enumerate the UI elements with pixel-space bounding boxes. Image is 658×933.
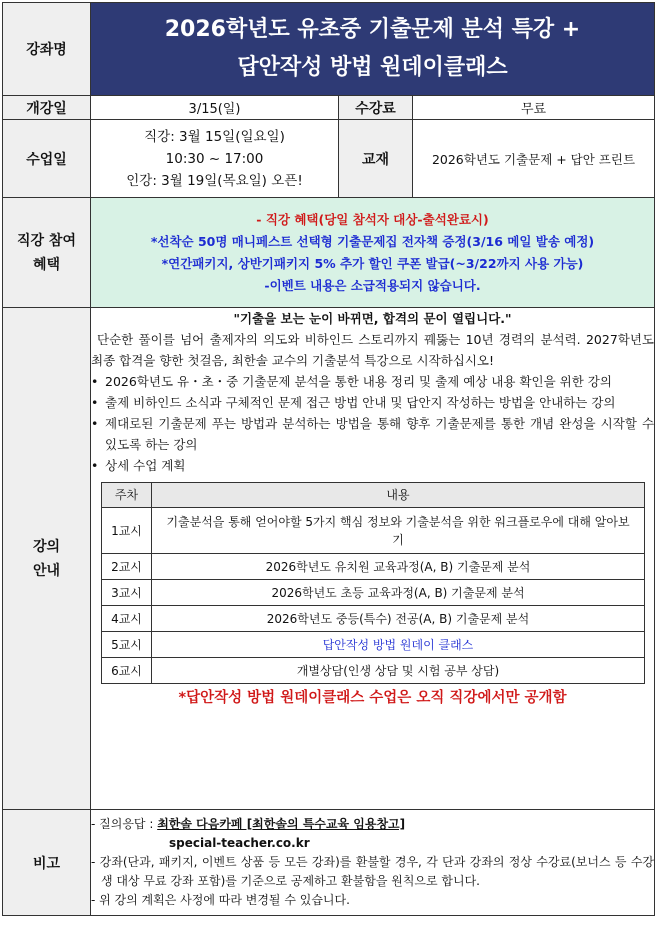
class-date-label: 수업일 [3, 120, 91, 198]
direct-only-notice: *답안작성 방법 원데이클래스 수업은 오직 직강에서만 공개함 [178, 690, 567, 706]
course-info-table [2, 2, 655, 916]
open-date-label: 개강일 [3, 96, 91, 120]
schedule-row-content: 기출분석을 통해 얻어야할 5가지 핵심 정보와 기출분석을 위한 워크플로우에 대해 알아보기 [152, 508, 645, 554]
material-label: 교재 [339, 120, 413, 198]
schedule-row-content: 답안작성 방법 원데이 클래스 [152, 632, 645, 658]
qa-cafe-link[interactable]: 최한솔 다음카페 [최한솔의 특수교육 임용창고] [157, 817, 406, 831]
benefit-content [91, 198, 655, 308]
benefit-label-line1: 직강 참여 [17, 232, 76, 249]
class-date-value [91, 120, 339, 198]
course-title [91, 3, 655, 96]
guide-bullet: • 제대로된 기출문제 푸는 방법과 분석하는 방법을 통해 향후 기출문제를 통한 개념 완성을 시작할 수 있도록 하는 강의 [91, 416, 655, 452]
class-date-line3: 인강: 3월 19일(목요일) 오픈! [126, 172, 303, 189]
schedule-row-period: 1교시 [102, 508, 152, 554]
class-date-line1: 직강: 3월 15일(일요일) [144, 128, 285, 145]
guide-label [3, 308, 91, 810]
fee-label: 수강료 [339, 96, 413, 120]
course-title-line1: 2026학년도 유초중 기출문제 분석 특강 + [164, 17, 581, 42]
qa-url[interactable]: special-teacher.co.kr [169, 836, 310, 850]
refund-policy: - 강좌(단과, 패키지, 이벤트 상품 등 모든 강좌)를 환불할 경우, 각 단과 강좌의 정상 수강료(보너스 등 수강생 대상 무료 강좌 포함)를 기준으로 공제하고 환불함을 원칙으로 합니다. [91, 855, 655, 888]
guide-label-line2: 안내 [32, 562, 61, 579]
benefit-line3: *연간패키지, 상반기패키지 5% 추가 할인 쿠폰 발급(~3/22까지 사용 가능) [161, 255, 584, 271]
schedule-row-period: 3교시 [102, 580, 152, 606]
class-date-line2: 10:30 ~ 17:00 [165, 150, 264, 167]
schedule-row-content: 2026학년도 유치원 교육과정(A, B) 기출문제 분석 [152, 554, 645, 580]
guide-content [91, 308, 655, 810]
guide-label-line1: 강의 [32, 538, 61, 555]
benefit-line2: *선착순 50명 매니페스트 선택형 기출문제집 전자책 증정(3/16 메일 발송 예정) [150, 233, 595, 249]
schedule-row-period: 5교시 [102, 632, 152, 658]
schedule-header-period: 주차 [102, 483, 152, 508]
guide-quote: "기출을 보는 눈이 바뀌면, 합격의 문이 열립니다." [233, 311, 512, 326]
guide-bullet-list [91, 371, 654, 476]
course-info-sheet [2, 2, 654, 916]
guide-bullet: • 출제 비하인드 소식과 구체적인 문제 접근 방법 안내 및 답안지 작성하는 방법을 안내하는 강의 [91, 395, 616, 410]
schedule-row-content: 개별상담(인생 상담 및 시험 공부 상담) [152, 658, 645, 684]
schedule-row-content: 2026학년도 초등 교육과정(A, B) 기출문제 분석 [152, 580, 645, 606]
schedule-row-content: 2026학년도 중등(특수) 전공(A, B) 기출문제 분석 [152, 606, 645, 632]
schedule-row-period: 6교시 [102, 658, 152, 684]
open-date-value: 3/15(일) [91, 96, 339, 120]
schedule-row-period: 4교시 [102, 606, 152, 632]
benefit-line4: -이벤트 내용은 소급적용되지 않습니다. [264, 277, 481, 293]
qa-prefix: - 질의응답 : [91, 817, 158, 831]
guide-bullet: • 상세 수업 계획 [91, 458, 186, 473]
schedule-table [101, 482, 645, 684]
remarks-label: 비고 [3, 810, 91, 916]
guide-bullet: • 2026학년도 유・초・중 기출문제 분석을 통한 내용 정리 및 출제 예상 내용 확인을 위한 강의 [91, 374, 612, 389]
schedule-header-content: 내용 [152, 483, 645, 508]
fee-value: 무료 [413, 96, 655, 120]
qa-line [91, 815, 654, 834]
change-notice: - 위 강의 계획은 사정에 따라 변경될 수 있습니다. [91, 893, 350, 907]
course-name-label: 강좌명 [3, 3, 91, 96]
guide-intro: 단순한 풀이를 넘어 출제자의 의도와 비하인드 스토리까지 꿰뚫는 10년 경력의 분석력. 2027학년도 최종 합격을 향한 첫걸음, 최한솔 교수의 기출분석 특강으로 시작하십시오! [91, 332, 655, 368]
schedule-row-period: 2교시 [102, 554, 152, 580]
course-title-line2: 답안작성 방법 원데이클래스 [237, 55, 508, 80]
benefit-label [3, 198, 91, 308]
material-value: 2026학년도 기출문제 + 답안 프린트 [413, 120, 655, 198]
remarks-content [91, 810, 655, 916]
benefit-line1: - 직강 혜택(당일 참석자 대상-출석완료시) [256, 211, 489, 227]
benefit-label-line2: 혜택 [32, 256, 61, 273]
